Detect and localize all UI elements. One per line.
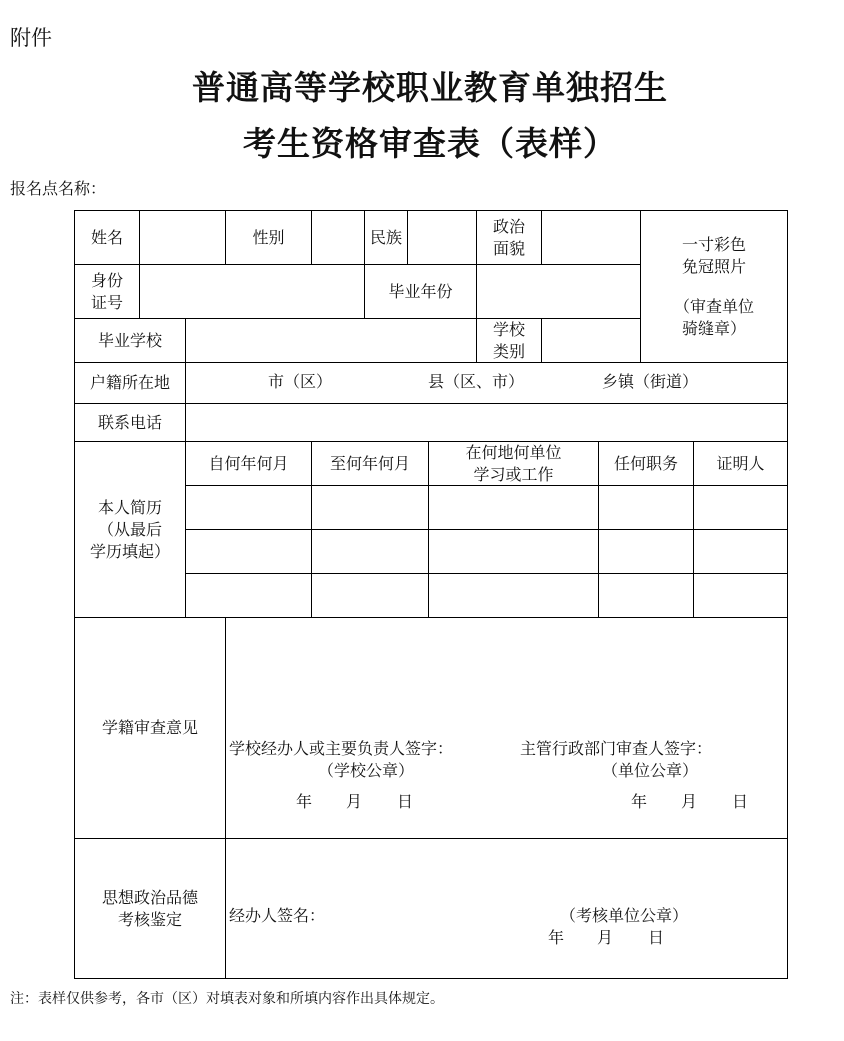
resume-col-where: 在何地何单位 学习或工作 bbox=[465, 442, 562, 484]
resume-col-post: 任何职务 bbox=[613, 453, 678, 473]
school-seal-label: （学校公章） bbox=[318, 761, 415, 780]
graduation-year-label: 毕业年份 bbox=[388, 281, 453, 301]
review-school-month: 月 bbox=[346, 792, 363, 811]
page-title-line2: 考生资格审查表（表样） bbox=[243, 124, 617, 163]
political-status-field[interactable] bbox=[542, 211, 640, 264]
gender-field[interactable] bbox=[312, 211, 364, 264]
dept-signer-label: 主管行政部门审查人签字： bbox=[520, 739, 713, 758]
dept-seal-label: （单位公章） bbox=[602, 761, 699, 780]
venue-label: 报名点名称： bbox=[10, 179, 107, 198]
assessment-seal-label: （考核单位公章） bbox=[560, 906, 689, 925]
moral-year: 年 bbox=[548, 928, 565, 947]
footer-note: 注：表样仅供参考，各市（区）对填表对象和所填内容作出具体规定。 bbox=[10, 991, 444, 1007]
moral-assessment-label: 思想政治品德 考核鉴定 bbox=[101, 887, 198, 929]
review-school-day: 日 bbox=[397, 792, 414, 811]
id-number-field[interactable] bbox=[140, 265, 364, 318]
resume-col-to: 至何年何月 bbox=[329, 453, 410, 473]
id-number-label: 身份 证号 bbox=[90, 270, 123, 312]
review-dept-day: 日 bbox=[732, 792, 749, 811]
moral-month: 月 bbox=[597, 928, 614, 947]
county-label: 县（区、市） bbox=[428, 372, 525, 391]
graduation-year-field[interactable] bbox=[477, 265, 640, 318]
review-dept-year: 年 bbox=[631, 792, 648, 811]
ethnicity-label: 民族 bbox=[369, 227, 402, 247]
phone-field[interactable] bbox=[186, 404, 787, 441]
graduation-school-label: 毕业学校 bbox=[97, 330, 162, 350]
phone-label: 联系电话 bbox=[97, 412, 162, 432]
handler-signer-label: 经办人签名： bbox=[229, 906, 326, 925]
school-type-field[interactable] bbox=[542, 319, 640, 362]
resume-col-from: 自何年何月 bbox=[208, 453, 289, 473]
name-label: 姓名 bbox=[90, 227, 123, 247]
resume-col-witness: 证明人 bbox=[716, 453, 765, 473]
resume-label: 本人简历 （从最后 学历填起） bbox=[89, 497, 170, 561]
border-right bbox=[787, 210, 788, 979]
ethnicity-field[interactable] bbox=[408, 211, 476, 264]
review-label: 学籍审查意见 bbox=[101, 718, 198, 737]
attachment-label: 附件 bbox=[10, 26, 52, 50]
page-title-line1: 普通高等学校职业教育单独招生 bbox=[192, 68, 668, 107]
photo-area[interactable]: 一寸彩色 免冠照片 （审查单位 骑缝章） bbox=[673, 234, 754, 338]
border-bottom bbox=[74, 978, 788, 979]
review-school-year: 年 bbox=[296, 792, 313, 811]
political-status-label: 政治 面貌 bbox=[492, 216, 525, 258]
gender-label: 性别 bbox=[252, 227, 285, 247]
review-dept-month: 月 bbox=[681, 792, 698, 811]
resume-entries[interactable] bbox=[186, 486, 787, 617]
name-field[interactable] bbox=[140, 211, 225, 264]
graduation-school-field[interactable] bbox=[186, 319, 476, 362]
household-label: 户籍所在地 bbox=[89, 373, 170, 392]
town-label: 乡镇（街道） bbox=[602, 372, 699, 391]
moral-day: 日 bbox=[648, 928, 665, 947]
school-signer-label: 学校经办人或主要负责人签字： bbox=[229, 739, 454, 758]
school-type-label: 学校 类别 bbox=[492, 319, 525, 361]
city-label: 市（区） bbox=[268, 372, 333, 391]
